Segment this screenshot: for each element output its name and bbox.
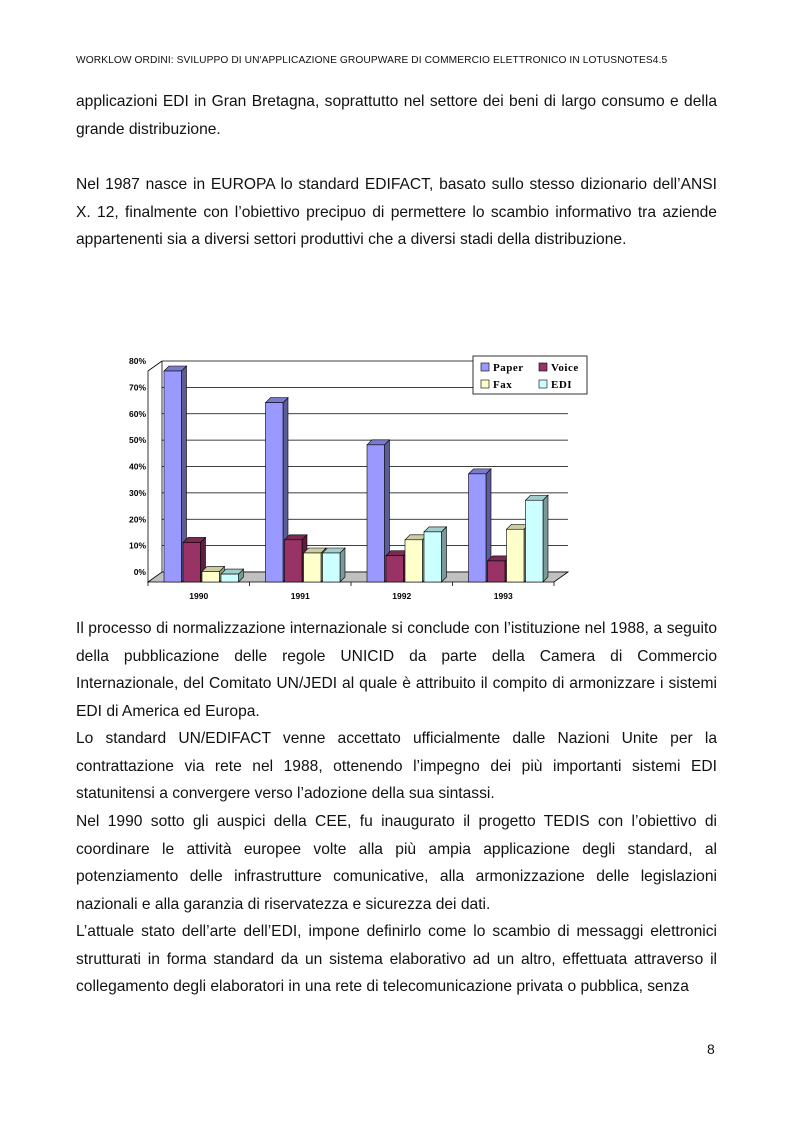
bar-side [340,548,345,582]
paragraph-5: Nel 1990 sotto gli auspici della CEE, fu inaugurato il progetto TEDIS con l’obiettivo di coordinare le attività europee volte alla più ampia applicazione degli standard, al potenziamento delle infrastrutture comunicative, alla armonizzazione delle legislazioni nazionali e alla garanzia di riservatezza e sicurezza dei dati. [76,813,717,913]
y-tick-label: 30% [128,487,146,498]
y-tick-label: 80% [128,356,146,366]
bar-chart [120,340,590,600]
legend-swatch [481,363,489,371]
legend-label: Paper [493,362,524,374]
legend-label: Voice [551,362,579,374]
bar [164,371,182,582]
bar [304,553,322,582]
legend-swatch [481,380,489,388]
bar [323,553,341,582]
x-tick-label: 1993 [493,591,513,600]
bar [424,532,442,582]
x-tick-label: 1990 [189,591,209,600]
bar-side [543,495,548,582]
y-tick-label: 20% [128,514,146,525]
y-tick-label: 40% [128,461,146,472]
bar [221,574,239,582]
bar [386,556,404,582]
paragraph-3: Il processo di normalizzazione internazionale si conclude con l’istituzione nel 1988, a seguito della pubblicazione delle regole UNICID da parte della Camera di Commercio Internazionale, del Comitato UN/JEDI al quale è attribuito il compito di armonizzare i sistemi EDI di America ed Europa. [76,620,717,720]
y-tick-label: 0% [133,567,146,577]
bar [488,561,506,582]
chart-wall-edge [148,361,162,371]
legend-label: Fax [493,379,513,391]
bar [183,542,201,582]
bar-side [442,527,447,582]
paragraph-6: L’attuale stato dell’arte dell’EDI, impone definirlo come lo scambio di messaggi elettronici strutturati in forma standard da un sistema elaborativo ad un altro, effettuata attraverso il collegamento degli elaboratori in una rete di telecomunicazione privata o pubblica, senza [76,923,717,995]
bar [469,474,487,582]
x-tick-label: 1992 [392,591,412,600]
running-header: WORKLOW ORDINI: SVILUPPO DI UN'APPLICAZIONE GROUPWARE DI COMMERCIO ELETTRONICO IN LOTUSNOTES4.5 [76,55,668,66]
paragraph-2: Nel 1987 nasce in EUROPA lo standard EDIFACT, basato sullo stesso dizionario dell’ANSI X. 12, finalmente con l’obiettivo precipuo di permettere lo scambio informativo tra aziende appartenenti sia a diversi settori produttivi che a diversi stadi della distribuzione. [76,176,717,248]
page-number: 8 [707,1041,715,1057]
bar [202,571,220,582]
bar [367,445,385,582]
bar [526,500,544,582]
paragraph-4: Lo standard UN/EDIFACT venne accettato ufficialmente dalle Nazioni Unite per la contrattazione via rete nel 1988, ottenendo l’impegno dei più importanti sistemi EDI statunitensi a convergere verso l’adozione della sua sintassi. [76,730,717,802]
bar [285,540,303,582]
paragraph-1: applicazioni EDI in Gran Bretagna, soprattutto nel settore dei beni di largo consumo e della grande distribuzione. [76,93,717,138]
legend-swatch [539,380,547,388]
y-tick-label: 10% [128,540,146,551]
y-tick-label: 50% [128,435,146,446]
bar [405,540,423,582]
legend-swatch [539,363,547,371]
bar [266,403,284,582]
y-tick-label: 60% [128,408,146,419]
y-tick-label: 70% [128,382,146,393]
bar [507,529,525,582]
legend-label: EDI [551,379,573,391]
x-tick-label: 1991 [290,591,310,600]
